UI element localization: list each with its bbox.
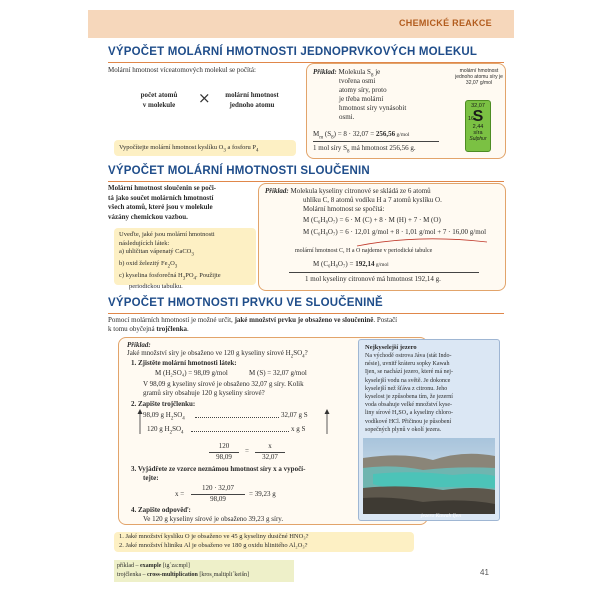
fraction-left-den: 98,09 xyxy=(216,453,232,461)
task-box-3 xyxy=(114,532,414,552)
textbook-page xyxy=(88,0,514,600)
example-sulfur-line6: osmi. xyxy=(339,113,355,121)
sidebar-acid-lake xyxy=(358,339,500,521)
example-sulfur-line5: hmotnost síry vynásobit xyxy=(339,104,407,112)
sidebar-text: Na východě ostrova Jáva (stát Indo- nésie), uvnitř kráteru sopky Kawah Ijen, se nachází jezero, které má nej- kyselejší vodu na světě. Je dokonce kyselejší než šťáva z citronu. Jeho kyselost je způsobena tím, že jezerní voda obsahuje velké množství kyse- liny sírové H₂SO₄ a kyseliny chloro- vodíkové HCl. Přičinou je působení sopečných plynů v okolí jezera. xyxy=(365,353,454,433)
sulfur-annotation: molární hmotnost jednoho atomu síry je 32,07 g/mol xyxy=(455,68,503,86)
step3-heading-line1: 3. Vyjádřete ze vzorce neznámou hmotnost síry x a vypočí- xyxy=(131,465,306,473)
vocabulary-box xyxy=(114,560,294,582)
page-number: 41 xyxy=(480,568,489,577)
step2-heading: 2. Zapište trojčlenku: xyxy=(131,400,196,408)
citric-eq3: M (C₆H₈O₇) = 192,14 g/mol xyxy=(313,260,389,268)
step3-heading-line2: tejte: xyxy=(143,474,159,482)
step1-text-line1: V 98,09 g kyseliny sírové je obsaženo 32,07 g síry. Kolik xyxy=(143,380,304,388)
x-denominator: 98,09 xyxy=(210,495,226,503)
example-box-sulfur xyxy=(306,63,506,159)
step1-heading: 1. Zjistěte molární hmotnosti látek: xyxy=(131,359,237,367)
x-result: = 39,23 g xyxy=(249,490,276,498)
task-3-item1: 1. Jaké množství kyslíku O je obsaženo ve 45 g kyseliny dusičné HNO₃? xyxy=(119,533,309,540)
citric-mol-statement: 1 mol kyseliny citronové má hmotnost 192,14 g. xyxy=(305,275,441,283)
proportion-row1-right: 32,07 g S xyxy=(281,411,308,419)
formula-left-line2: v molekule xyxy=(142,101,176,109)
citric-eq1: M (C₆H₈O₇) = 6 · M (C) + 8 · M (H) + 7 · M (O) xyxy=(303,216,441,224)
task-box-2 xyxy=(114,228,256,291)
formula-right xyxy=(214,90,290,110)
citric-line1: Příklad: Molekula kyseliny citronové se skládá ze 6 atomů xyxy=(265,187,431,195)
periodic-element-sulfur xyxy=(465,100,491,152)
section2-intro: Molární hmotnost sloučenin se poči- tá jako součet molárních hmotností všech atomů, které jsou v molekule vázány chemickou vazbou. xyxy=(108,184,217,221)
step1-mass-acid: M (H₂SO₄) = 98,09 g/mol xyxy=(155,369,228,377)
calc-divider xyxy=(313,141,439,142)
task-3-item2: 2. Jaké množství hliníku Al je obsaženo ve 180 g oxidu hlinitého Al₂O₃? xyxy=(119,541,308,549)
step4-heading: 4. Zapište odpověď: xyxy=(131,506,191,514)
citric-divider xyxy=(289,272,479,273)
task-2-text: Uveďte, jaké jsou molární hmotnosti následujících látek: a) uhličitan vápenatý CaCO$_3$ b) oxid železitý $Fe_2O_3$ c) kyselina fosforečná $H_3PO_4$. Použijte periodickou tabulku. xyxy=(119,231,221,291)
formula-right-line1: molární hmotnost xyxy=(225,91,279,99)
element-name: síra xyxy=(473,130,483,136)
section3-intro-line1: Pomocí molárních hmotností je možné určit, jaké množství prvku je obsaženo ve sloučenině. Postačí xyxy=(108,316,398,324)
example-sulfur-line2: tvořena osmi xyxy=(339,77,376,85)
proportion-row1-left: 98,09 g $H_2SO_4$ xyxy=(143,411,185,422)
fraction-right-num: x xyxy=(268,442,272,450)
citric-line2: uhlíku C, 8 atomů vodíku H a 7 atomů kyslíku O. xyxy=(303,196,442,204)
example-sulfur-line3: atomy síry, proto xyxy=(339,86,387,94)
photo-caption: jezero Kawah Ijen xyxy=(421,513,462,519)
section1-intro: Molární hmotnost víceatomových molekul se počítá: xyxy=(108,66,256,74)
formula-left xyxy=(124,90,194,110)
proportion-arrows xyxy=(135,408,335,438)
citric-eq2: M (C₆H₈O₇) = 6 · 12,01 g/mol + 8 · 1,01 g/mol + 7 · 16,00 g/mol xyxy=(303,228,487,236)
vocab-item2: trojčlenka – cross-multiplication [kros¸maltipli´keišn] xyxy=(117,572,250,578)
section3-title: VÝPOČET HMOTNOSTI PRVKU VE SLOUČENINĚ xyxy=(108,297,383,309)
lake-photo xyxy=(363,438,495,514)
x-label: x = xyxy=(175,490,185,498)
vocab-item1: příklad – example [ig´za:mpl] xyxy=(117,563,190,569)
element-atomic-number: 16 xyxy=(468,116,475,122)
sulfur-calculation: $M_m$ $(S_8) = 8 \cdot 32,07 = 256,56$ g/mol xyxy=(313,130,410,141)
section3-underline xyxy=(108,313,504,314)
sulfur-mol-statement: 1 mol síry $S_8$ má hmotnost 256,56 g. xyxy=(313,144,416,155)
fraction-left-num: 120 xyxy=(218,442,230,450)
task-1-text: Vypočítejte molární hmotnost kyslíku $O_3$ a fosforu $P_4$ xyxy=(119,144,259,154)
chapter-title: CHEMICKÉ REAKCE xyxy=(398,18,492,28)
section3-intro-line2: k tomu obyčejná trojčlenka. xyxy=(108,325,189,333)
multiply-sign: × xyxy=(198,89,211,107)
x-numerator: 120 · 32,07 xyxy=(201,484,235,492)
formula-left-line1: počet atomů xyxy=(140,91,178,99)
formula-right-line2: jednoho atomu xyxy=(229,101,275,109)
example3-question: Jaké množství síry je obsaženo ve 120 g kyseliny sírové $H_2SO_4$? xyxy=(127,349,308,360)
example-box-citric-acid xyxy=(258,183,506,291)
step1-text-line2: gramů síry obsahuje 120 g kyseliny sírové? xyxy=(143,389,265,397)
section2-underline xyxy=(108,181,504,182)
element-symbol: S xyxy=(472,108,484,125)
citric-note: molární hmotnost C, H a O najdeme v periodické tabulce xyxy=(295,248,433,254)
task-3-text xyxy=(119,533,308,550)
example-sulfur-line1: Příklad: Molekula $S_8$ je xyxy=(313,68,381,79)
sidebar-title: Nejkyselejší jezero xyxy=(365,344,417,351)
element-mass: 32,07 xyxy=(471,103,485,109)
answer-text: Ve 120 g kyseliny sírové je obsaženo 39,23 g síry. xyxy=(143,515,284,523)
proportion-row2-right: x g S xyxy=(291,425,306,433)
example-sulfur-line4: je třeba molární xyxy=(339,95,384,103)
section2-title: VÝPOČET MOLÁRNÍ HMOTNOSTI SLOUČENIN xyxy=(108,165,370,177)
step1-mass-sulfur: M (S) = 32,07 g/mol xyxy=(249,369,307,377)
citric-line3: Molární hmotnost se spočítá: xyxy=(303,205,385,213)
example3-label: Příklad: xyxy=(127,341,151,349)
vocabulary-text xyxy=(117,562,249,580)
proportion-row2-left: 120 g $H_2SO_4$ xyxy=(147,425,184,436)
element-latin: Sulphur xyxy=(469,136,487,142)
section1-title: VÝPOČET MOLÁRNÍ HMOTNOSTI JEDNOPRVKOVÝCH MOLEKUL xyxy=(108,46,478,58)
fraction-equals: = xyxy=(245,447,249,455)
task-box-1 xyxy=(114,140,296,156)
element-electronegativity: 2,44 xyxy=(472,124,484,130)
fraction-right-den: 32,07 xyxy=(262,453,278,461)
